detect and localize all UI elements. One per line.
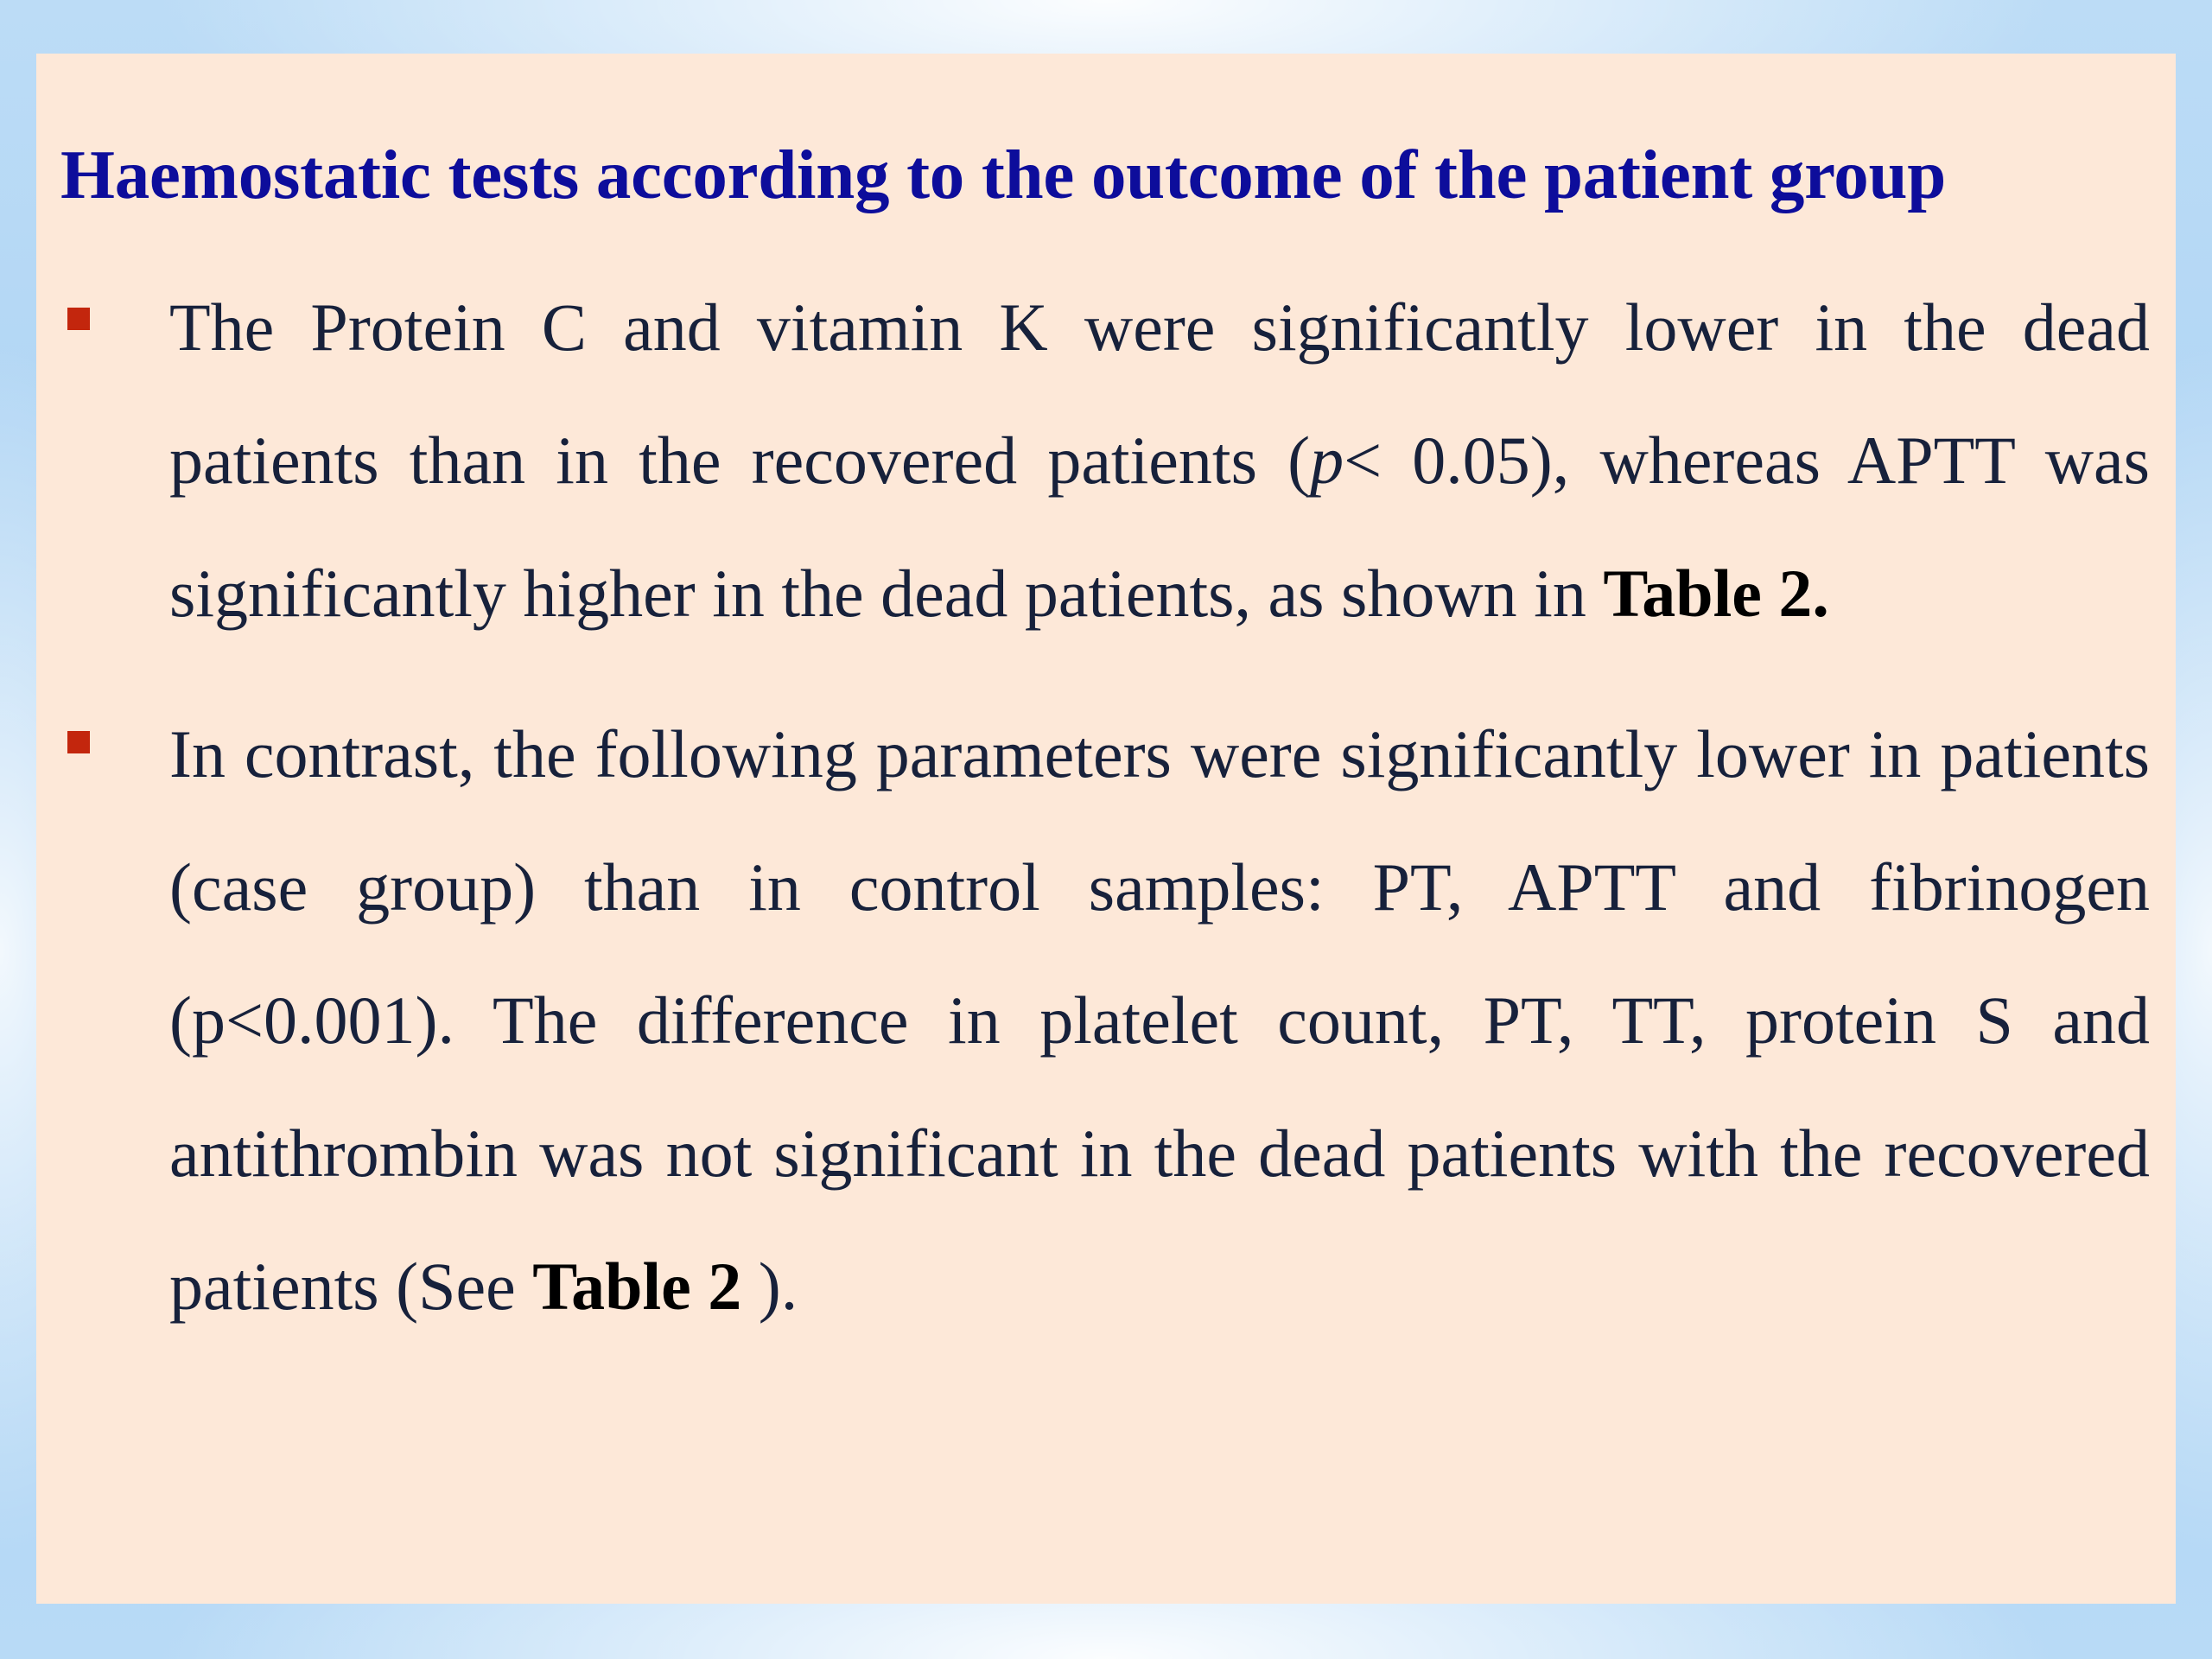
table-reference: Table 2.: [1603, 556, 1829, 631]
bullet-2-text-part: In contrast, the following parameters were significantly lower in patients (case group) than in control samples: PT, APTT and fibrinogen (p<0.001). The difference in platelet count, PT, TT, protein S and antithrombin was not significant in the dead patients with the recovered patients (See: [169, 716, 2150, 1324]
table-reference: Table 2: [532, 1249, 759, 1324]
p-value-symbol: p: [1310, 423, 1344, 498]
bullet-2-text-part: ).: [758, 1249, 798, 1324]
bullet-1-text-part: < 0.05), whereas APTT was significantly higher in the dead patients, as shown in: [169, 423, 2151, 631]
slide: [36, 54, 2176, 1604]
square-bullet-icon: [67, 308, 90, 330]
bullet-text-1: [169, 261, 2150, 660]
bullet-1-text-part: The Protein C and vitamin K were significantly lower in the dead patients than in the recovered patients (: [169, 289, 2150, 498]
slide-title: Haemostatic tests according to the outcome of the patient group: [60, 136, 1946, 213]
square-bullet-icon: [67, 731, 90, 753]
bullet-text-2: [169, 688, 2150, 1353]
